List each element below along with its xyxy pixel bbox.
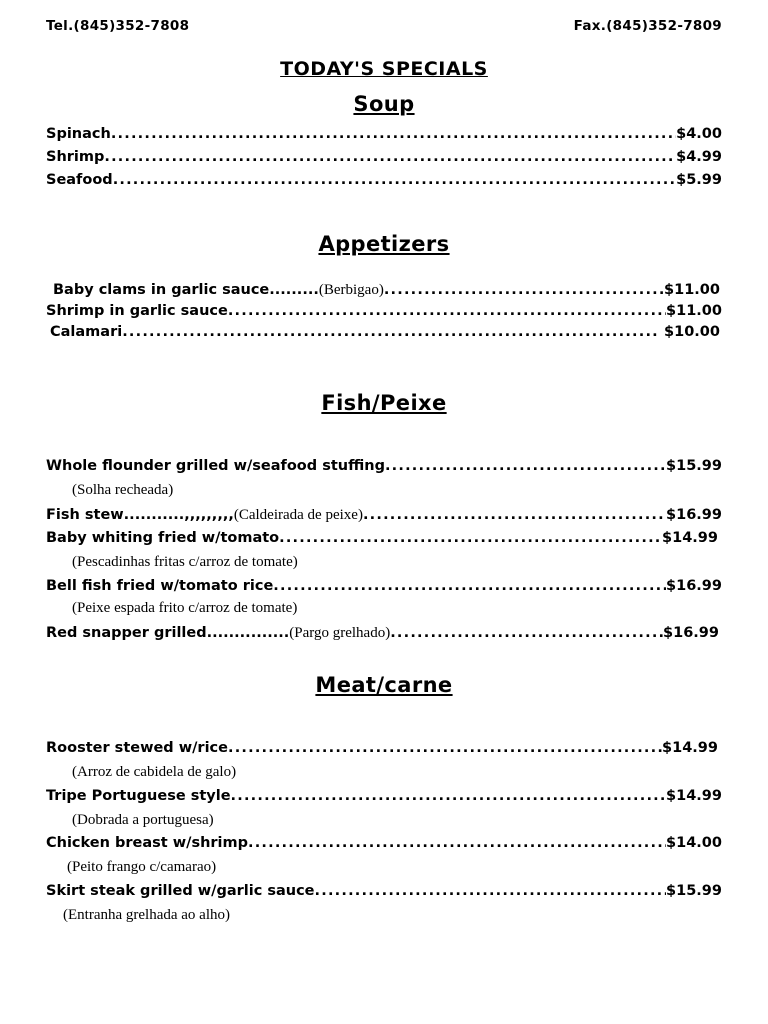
menu-item-calamari [50,322,720,342]
menu-item-rooster-stewed [46,738,718,758]
menu-item-spinach [46,124,722,144]
portuguese-name: (Peito frango c/camarao) [67,859,217,875]
portuguese-name: (Arroz de cabidela de galo) [72,764,237,780]
item-name: Spinach [46,126,111,142]
dot-leader-short: ............... [206,625,290,641]
dot-leader [104,147,676,167]
item-name: Rooster stewed w/rice [46,740,228,756]
item-name: Shrimp in garlic sauce [46,303,228,319]
page-title: TODAY'S SPECIALS [280,58,488,80]
item-price: $4.99 [676,149,722,165]
menu-item-shrimp-garlic [46,301,722,321]
menu-item-tripe [46,786,722,806]
item-name: Chicken breast w/shrimp [46,835,249,851]
item-price: $16.99 [663,625,719,641]
section-heading-appetizers: Appetizers [318,232,450,256]
dot-leader [385,456,666,476]
dot-leader [315,881,667,901]
portuguese-name: (Solha recheada) [72,482,174,498]
section-heading-soup: Soup [353,92,415,116]
dot-leader [122,322,659,342]
portuguese-name: (Pescadinhas fritas c/arroz de tomate) [72,554,298,570]
item-name: Baby whiting fried w/tomato [46,530,280,546]
dot-leader [228,301,666,321]
portuguese-name: (Caldeirada de peixe) [233,507,363,523]
item-price: $14.99 [666,788,722,804]
dot-leader [111,124,676,144]
section-heading-fish: Fish/Peixe [321,391,447,415]
dot-leader [273,576,666,596]
dot-leader [231,786,666,806]
dot-leader-short: ...........,,,,,,,,, [123,507,234,523]
portuguese-name: (Peixe espada frito c/arroz de tomate) [72,600,298,616]
dot-leader [228,738,662,758]
portuguese-name: (Pargo grelhado) [289,625,391,641]
item-name: Tripe Portuguese style [46,788,231,804]
item-price: $10.00 [664,324,720,340]
item-price: $11.00 [664,282,720,298]
dot-leader-short: ......... [269,282,319,298]
item-price: $5.99 [676,172,722,188]
item-price: $16.99 [666,507,722,523]
section-heading-meat: Meat/carne [315,673,453,697]
item-name: Skirt steak grilled w/garlic sauce [46,883,315,899]
item-name: Seafood [46,172,113,188]
item-price: $11.00 [666,303,722,319]
item-name: Bell fish fried w/tomato rice [46,578,274,594]
item-name: Whole flounder grilled w/seafood stuffing [46,458,385,474]
dot-leader [384,280,664,300]
dot-leader [390,623,663,643]
menu-item-fish-stew [46,505,722,525]
dot-leader [363,505,666,525]
menu-item-whole-flounder [46,456,722,476]
item-price: $14.99 [662,740,718,756]
item-price: $15.99 [666,883,722,899]
item-price: $15.99 [666,458,722,474]
item-name: Fish stew [46,507,124,523]
item-price: $14.99 [662,530,718,546]
portuguese-name: (Dobrada a portuguesa) [72,812,214,828]
dot-leader [279,528,662,548]
menu-item-red-snapper [46,623,719,643]
menu-item-skirt-steak [46,881,722,901]
item-name: Calamari [50,324,123,340]
item-price: $4.00 [676,126,722,142]
item-name: Red snapper grilled [46,625,207,641]
dot-leader [248,833,666,853]
portuguese-name: (Berbigao) [318,282,384,298]
menu-item-bell-fish [46,576,722,596]
menu-item-baby-whiting [46,528,718,548]
telephone-number: Tel.(845)352-7808 [46,18,190,34]
item-price: $16.99 [666,578,722,594]
menu-item-baby-clams [53,280,720,300]
fax-number: Fax.(845)352-7809 [573,18,722,34]
menu-item-shrimp-soup [46,147,722,167]
menu-item-chicken-breast [46,833,722,853]
item-name: Baby clams in garlic sauce [53,282,270,298]
item-name: Shrimp [46,149,105,165]
dot-leader [113,170,676,190]
menu-item-seafood [46,170,722,190]
portuguese-name: (Entranha grelhada ao alho) [63,907,230,923]
item-price: $14.00 [666,835,722,851]
